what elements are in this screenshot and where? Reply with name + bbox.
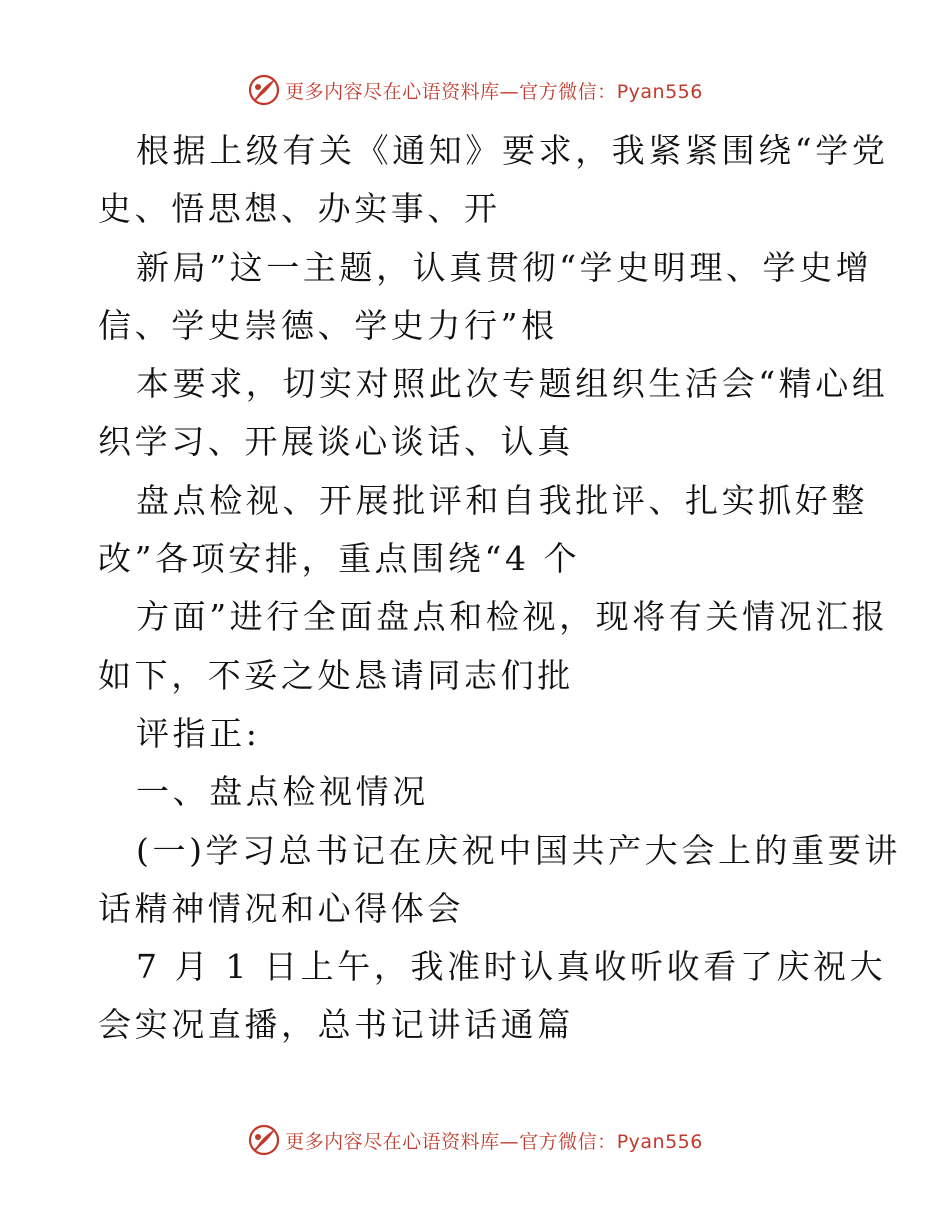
text-line: 织学习、开展谈心谈话、认真	[98, 422, 574, 462]
text-line: 新局”这一主题，认真贯彻“学史明理、学史增	[136, 247, 873, 287]
text-line: 盘点检视、开展批评和自我批评、扎实抓好整	[136, 480, 868, 520]
header-banner-text: 更多内容尽在心语资料库—官方微信：Pyan556	[285, 80, 703, 103]
text-line: (一)学习总书记在庆祝中国共产大会上的重要讲	[136, 830, 901, 870]
text-line: 会实况直播，总书记讲话通篇	[98, 1005, 574, 1045]
footer-banner	[0, 1122, 950, 1158]
text-line: 史、悟思想、办实事、开	[98, 189, 501, 229]
text-line: 方面”进行全面盘点和检视，现将有关情况汇报	[136, 597, 889, 637]
wechat-id: Pyan556	[616, 80, 703, 103]
text-line: 7 月 1 日上午，我准时认真收听收看了庆祝大	[136, 947, 887, 987]
quill-pen-logo-icon	[247, 1123, 281, 1157]
quill-pen-logo-icon	[247, 73, 281, 107]
text-line: 本要求，切实对照此次专题组织生活会“精心组	[136, 364, 889, 404]
text-line: 话精神情况和心得体会	[98, 888, 464, 928]
wechat-id: Pyan556	[616, 1130, 703, 1153]
footer-banner-text: 更多内容尽在心语资料库—官方微信：Pyan556	[285, 1130, 703, 1153]
text-line: 评指正:	[136, 713, 261, 753]
text-line: 一、盘点检视情况	[136, 772, 429, 812]
header-banner	[0, 72, 950, 108]
text-line: 根据上级有关《通知》要求，我紧紧围绕“学党	[136, 131, 889, 170]
text-line: 如下，不妥之处恳请同志们批	[98, 655, 574, 695]
text-line: 信、学史崇德、学史力行”根	[98, 305, 558, 345]
document-body	[98, 122, 901, 1055]
text-line: 改”各项安排，重点围绕“4 个	[98, 539, 581, 579]
